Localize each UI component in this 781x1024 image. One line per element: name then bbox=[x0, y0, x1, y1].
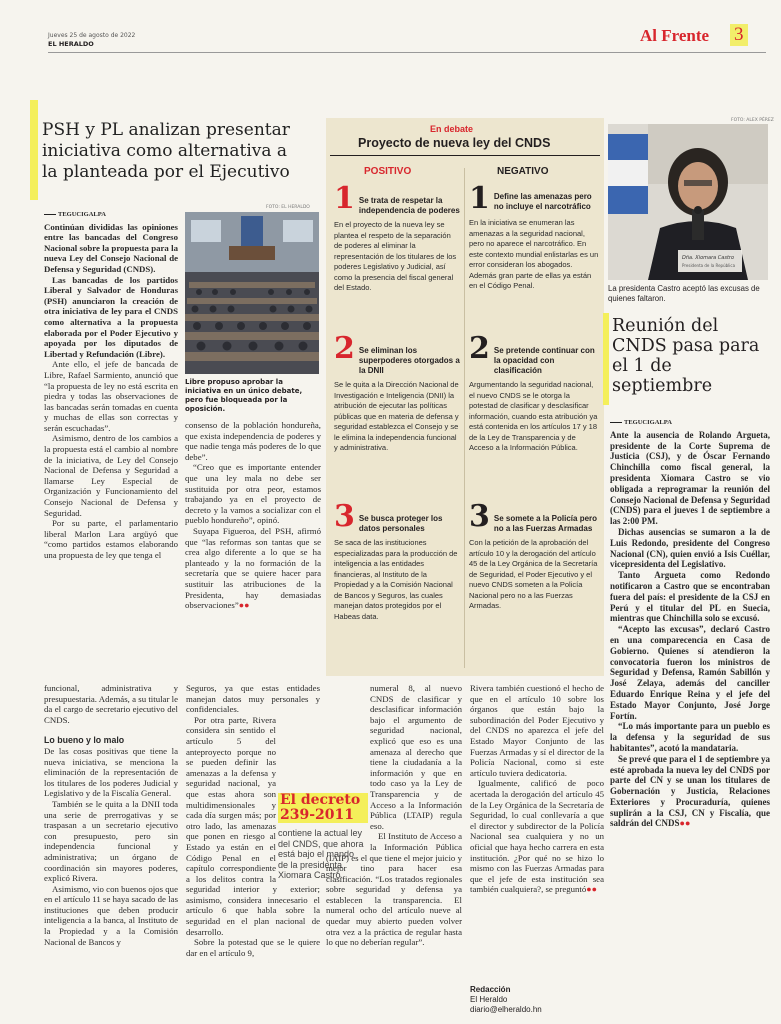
end-mark: ●● bbox=[238, 600, 250, 611]
nameplate-sub: Presidenta de la República bbox=[682, 263, 736, 268]
right-dateline: TEGUCIGALPA bbox=[624, 419, 672, 426]
main-paragraph: Las bancadas de los partidos Liberal y Salvador de Honduras (PSH) anunciaron la creación de otra iniciativa de ley para el CNDS como alternativa a la propuesta elaborada por el Poder Ejecutivo y apoyada por los diputados de Libertad y Refundación (Libre). bbox=[44, 274, 178, 359]
newspaper-brand: EL HERALDO bbox=[48, 40, 94, 48]
byline-label: Redacción bbox=[470, 985, 511, 994]
point-title: Se busca proteger los datos personales bbox=[358, 514, 443, 533]
bottom-column-3 bbox=[326, 683, 462, 948]
point-number: 1 bbox=[469, 181, 490, 216]
point-number: 2 bbox=[334, 331, 355, 366]
main-paragraph: “Creo que es importante entender que una ley mala no debe ser sustituida por otra peor, estamos trabajando ya en el proyecto de decreto y la vamos a socializar con el pueblo hondureño”, opinó. bbox=[185, 462, 321, 526]
bottom-paragraph: También se le quita a la DNII toda una serie de prerrogativas y se traspasan a un secretario ejecutivo con presupuesto, pero sin independencia funcional y administrativa; un órgano de coordinación sin mayores poderes, explicó Rivera. bbox=[44, 798, 178, 884]
point-body: Se le quita a la Dirección Nacional de Investigación e Inteligencia (DNII) la atribución de ejecutar las políticas públicas que en materia de defensa y seguridad establezca el Consejo y se le elimina la independencia funcional y administrativa. bbox=[334, 380, 459, 452]
main-paragraph: consenso de la población hondureña, que exista independencia de poderes y que nadie tenga más poderes de lo que debe”. bbox=[185, 420, 321, 462]
point-title: Se trata de respetar la independencia de poderes bbox=[358, 196, 460, 215]
bottom-paragraph: Rivera también cuestionó el hecho de que en el artículo 10 sobre los órganos que están bajo la subordinación del Poder Ejecutivo y del CNDS no aparezca el jefe del Estado Mayor Conjunto de las Fuerzas Armadas y sí el director de la Policía Nacional, como si este artículo tuviera dedicatoria. bbox=[470, 683, 604, 778]
debate-title: Proyecto de nueva ley del CNDS bbox=[358, 136, 551, 150]
main-paragraph: Continúan divididas las opiniones entre las bancadas del Congreso Nacional sobre la propuesta para la nueva Ley del Consejo Nacional de Defensa y Seguridad (CNDS). bbox=[44, 221, 178, 274]
main-paragraph: Asimismo, dentro de los cambios a la propuesta está el cambio al nombre de la iniciativa, de Ley del Consejo Nacional de Defensa y Seguridad a llamarse Ley Especial de Organización y Funcionamiento del Consejo Nacional de Defensa y Seguridad. bbox=[44, 433, 178, 518]
bottom-paragraph: Sobre la potestad que se le quiere dar en el artículo 9, bbox=[186, 937, 320, 958]
negative-label: NEGATIVO bbox=[497, 166, 549, 177]
photo-credit: FOTO: EL HERALDO bbox=[266, 205, 310, 210]
main-paragraph: Ante ello, el jefe de bancada de Libre, Rafael Sarmiento, anunció que “la propuesta de ley no está escrita en piedra y todas las observaciones de las bancadas serán tomadas en cuenta y muchas de ellas son correctas y serán escuchadas”. bbox=[44, 359, 178, 433]
bottom-paragraph: Asimismo, vio con buenos ojos que en el artículo 11 se haya sacado de las instituciones que deben producir inteligencia a la banca, al Instituto de la Propiedad y a la Comisión Nacional de Bancos y bbox=[44, 883, 178, 947]
point-title: Se pretende continuar con la opacidad con clasificación bbox=[493, 346, 595, 375]
point-body: Se saca de las instituciones especializadas para la producción de inteligencia a las entidades financieras, al Instituto de la Propiedad y a la Comisión Nacional de Bancos y Seguros, las cuales manejan datos protegidos por el Habeas data. bbox=[334, 538, 458, 621]
subheading: Lo bueno y lo malo bbox=[44, 735, 125, 746]
bottom-paragraph: numeral 8, al nuevo CNDS de clasificar y desclasificar información bajo el argumento de seguridad nacional, explicó que eso es una amenaza al derecho que tiene la ciudadanía a la información y que en todo caso ya la Ley de Transparencia y de Acceso a la Información Pública (LTAIP) regula eso. bbox=[326, 683, 462, 831]
main-dateline: TEGUCIGALPA bbox=[58, 211, 106, 218]
photo-credit: FOTO: ALEX PÉREZ bbox=[731, 118, 774, 123]
congress-hall-illustration bbox=[185, 212, 319, 374]
point-number: 1 bbox=[334, 181, 355, 216]
president-photo bbox=[608, 124, 768, 280]
point-body: En el proyecto de la nueva ley se plantea el respeto de la separación de poderes al eliminar la representación de los titulares de los poderes Legislativo y Judicial, así como la presencia del fiscal general del Estado. bbox=[334, 220, 457, 292]
byline-name: El Heraldo bbox=[470, 995, 508, 1004]
right-paragraph: Se prevé que para el 1 de septiembre ya esté aprobada la nueva ley del CNDS por parte del CN y se unan los titulares de Gobernación y Justicia, Relaciones Exteriores y Procuraduría, quienes suplirán a la CSJ, CN y Fiscalía, que saldrán del CNDS●● bbox=[610, 753, 770, 829]
positive-label: POSITIVO bbox=[364, 166, 412, 177]
point-body: En la iniciativa se enumeran las amenazas a la seguridad nacional, pero no aparece el narcotráfico. En este contexto mundial enlistarlas es un error consideran los abogados. Además gran parte de ellas ya están en el Código Penal. bbox=[469, 218, 599, 290]
photo-caption: Libre propuso aprobar la iniciativa en un único debate, pero fue bloqueada por la oposición. bbox=[185, 378, 303, 413]
byline-email: diario@elheraldo.hn bbox=[470, 1005, 542, 1014]
main-headline: PSH y PL analizan presentar iniciativa como alternativa a la planteada por el Ejecutivo bbox=[42, 120, 290, 182]
negative-point bbox=[469, 499, 599, 612]
negative-point bbox=[469, 181, 599, 292]
pull-quote-space bbox=[326, 683, 370, 843]
highlighter-mark bbox=[30, 100, 38, 200]
issue-date: Jueves 25 de agosto de 2022 bbox=[48, 32, 136, 39]
highlighter-mark bbox=[603, 313, 609, 405]
photo-caption: La presidenta Castro aceptó las excusas de quienes faltaron. bbox=[608, 284, 760, 303]
positive-point bbox=[334, 331, 460, 454]
debate-divider bbox=[464, 168, 465, 668]
point-title: Define las amenazas pero no incluye el narcotráfico bbox=[493, 192, 592, 211]
right-paragraph: Ante la ausencia de Rolando Argueta, presidente de la Corte Suprema de Justicia (CSJ), y de Óscar Fernando Chinchilla como fiscal general, la presidenta Xiomara Castro se vio obligada a reprogramar la reunión del Consejo Nacional de Defensa y Seguridad (CNDS) para el jueves 1 de septiembre a las 2:00 PM. bbox=[610, 429, 770, 527]
bottom-paragraph: Igualmente, calificó de poco acertada la derogación del artículo 45 de la Ley Orgánica de la Secretaría de Seguridad, lo cual conllevaría a que el director y subdirector de la Policía Nacional sea cualquiera y no un oficial que haya hecho carrera en esta institución. ¿Por qué no se hizo lo mismo con las Fuerzas Armadas para que el jefe de esta institución sea también cualquiera?, se preguntó●● bbox=[470, 778, 604, 895]
point-title: Se somete a la Policía pero no a las Fuerzas Armadas bbox=[493, 514, 598, 533]
main-paragraph: Suyapa Figueroa, del PSH, afirmó que “las reformas son tantas que se crea algo diferente a lo que se ha planteado y la no formación de la secretaría que se quiere hacer para sustituir las atribuciones de la Presidenta, hay demasiadas observaciones”●● bbox=[185, 525, 321, 611]
bottom-paragraph: funcional, administrativa y presupuestaria. Además, a su titular le da el cargo de secretario ejecutivo del CNDS. bbox=[44, 683, 178, 725]
header-rule bbox=[48, 52, 766, 53]
positive-point bbox=[334, 181, 460, 294]
bottom-paragraph: Por otra parte, Rivera considera sin sentido el artículo 5 del anteproyecto porque no se pueden definir las amenazas a la defensa y seguridad nacional, ya que estas ahora son multidimensionales y cada día surgen más; por otro lado, las amenazas que ponen en riesgo al Estado ya están en el Código Penal en el capítulo correspondiente a los delitos contra la seguridad interior y exterior; asimismo, considera innecesario el artículo 6 que habla sobre la seguridad en el plan nacional de desarrollo. bbox=[186, 714, 320, 937]
bottom-column-4 bbox=[470, 683, 604, 895]
point-body: Argumentando la seguridad nacional, el nuevo CNDS se le otorga la potestad de clasificar y desclasificar información, cuando esta atribución ya está contenida en los artículos 17 y 18 de la Ley de Transparencia y de Acceso a la Información Pública. bbox=[469, 380, 598, 452]
point-number: 3 bbox=[334, 499, 355, 534]
point-number: 3 bbox=[469, 499, 490, 534]
right-paragraph: “Acepto las excusas”, declaró Castro en una comparecencia en Casa de Gobierno. Quienes sí atendieron la convocatoria fueron los ministros de Seguridad y Defensa, Ramón Sabillón y José Zelaya, además del canciller Eduardo Enrique Reina y el jefe del Estado Mayor Conjunto, José Jorge Fortín. bbox=[610, 624, 770, 721]
negative-point bbox=[469, 331, 599, 454]
positive-point bbox=[334, 499, 460, 622]
page-number: 3 bbox=[730, 24, 748, 46]
end-mark: ●● bbox=[679, 818, 691, 829]
section-name: Al Frente bbox=[640, 26, 710, 45]
main-story-column-2 bbox=[185, 420, 321, 611]
point-title: Se eliminan los superpoderes otorgados a la DNII bbox=[358, 346, 460, 375]
congress-session-photo bbox=[185, 212, 319, 374]
right-headline: Reunión del CNDS pasa para el 1 de septiembre bbox=[612, 316, 760, 396]
debate-kicker: En debate bbox=[430, 124, 474, 134]
point-body: Con la petición de la aprobación del artículo 10 y la derogación del artículo 45 de la Ley Orgánica de la Secretaría de Seguridad, el Poder Ejecutivo y el nuevo CNDS someten a la Policía Nacional pero no a las Fuerzas Armadas. bbox=[469, 538, 598, 610]
pull-quote-body: contiene la actual ley del CNDS, que ahora está bajo el mando de la presidenta Xiomara Castro. bbox=[278, 828, 364, 880]
end-mark: ●● bbox=[586, 884, 597, 895]
main-paragraph: Por su parte, el parlamentario liberal Marlon Lara argüyó que “como partidos estamos elaborando una propuesta de ley que tenga el bbox=[44, 518, 178, 560]
pull-quote-title: El decreto 239-2011 bbox=[278, 793, 368, 823]
right-paragraph: “Lo más importante para un pueblo es la defensa y la seguridad de sus habitantes”, acotó la mandataria. bbox=[610, 721, 770, 753]
main-story-column-1 bbox=[44, 210, 178, 561]
right-paragraph: Dichas ausencias se sumaron a la de Luis Redondo, presidente del Congreso Nacional (CN), quien envió a Isis Cuéllar, vicepresidenta del Legislativo. bbox=[610, 526, 770, 570]
right-paragraph: Tanto Argueta como Redondo notificaron a Castro que se encontraban fuera del país: el presidente de la CSJ en Perú y el titular del PL en Suecia, mientras que Chinchilla solo se excusó. bbox=[610, 570, 770, 624]
right-story-body bbox=[610, 418, 770, 829]
byline-block bbox=[470, 985, 542, 1015]
bottom-paragraph: De las cosas positivas que tiene la nueva iniciativa, se menciona la eliminación de la representación de los titulares de los poderes Judicial y Legislativo y de la Fiscalía General. bbox=[44, 745, 178, 799]
bottom-column-1 bbox=[44, 683, 178, 947]
debate-rule bbox=[330, 155, 600, 156]
bottom-paragraph: El Instituto de Acceso a la Información Pública (IAIP) es el que tiene el mejor juicio y mejor tino para hacer esa clasificación. “Los tratados regionales sobre seguridad y defensa ya establecen la transparencia. El numeral ocho del artículo nueve al quedar muy abierto pueden volver otra vez a la práctica de regular hasta lo que no deberían regular”. bbox=[326, 831, 462, 948]
point-number: 2 bbox=[469, 331, 490, 366]
bottom-paragraph: Seguros, ya que estas entidades manejan datos muy personales y confidenciales. bbox=[186, 683, 320, 715]
nameplate: Dña. Xiomara Castro bbox=[682, 255, 735, 261]
